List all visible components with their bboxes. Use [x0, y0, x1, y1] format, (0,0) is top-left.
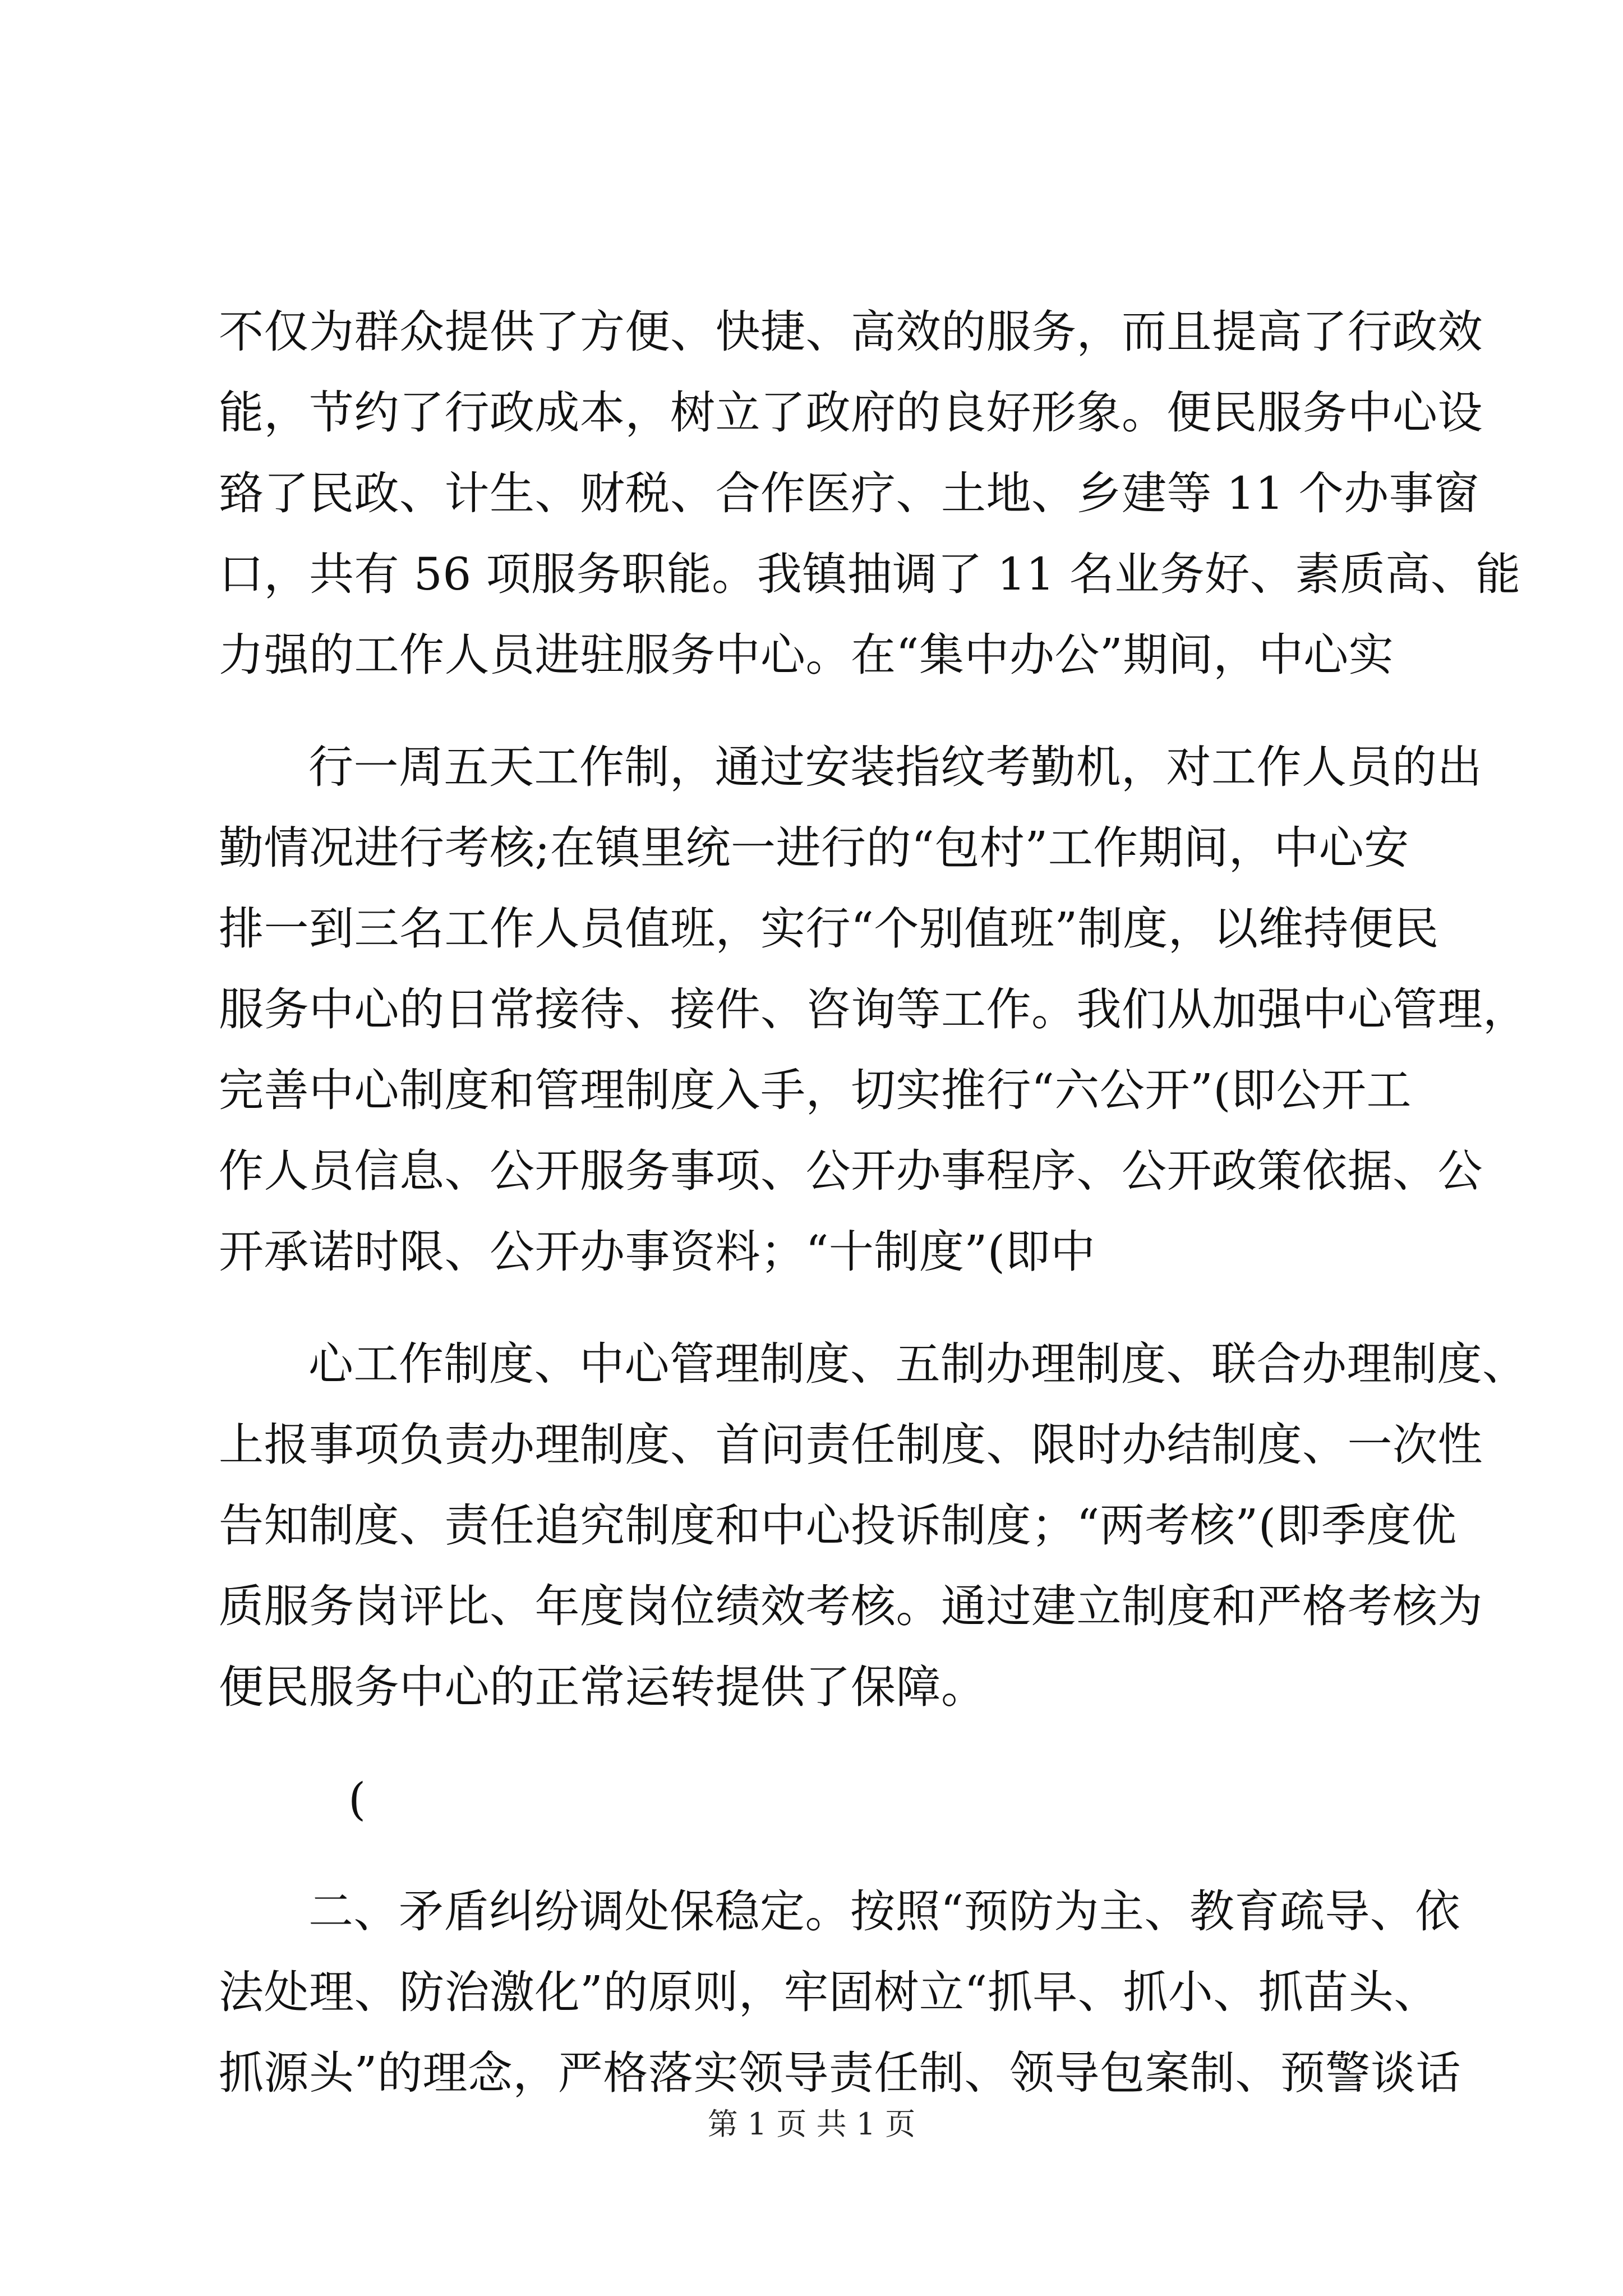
paragraph-spacing	[219, 696, 1441, 727]
paragraph-5	[219, 1871, 1460, 1952]
text-line: 作人员信息、公开服务事项、公开办事程序、公开政策依据、公	[219, 1145, 1483, 1197]
text-line: 质服务岗评比、年度岗位绩效考核。通过建立制度和严格考核为	[219, 1580, 1483, 1632]
text-line: 心工作制度、中心管理制度、五制办理制度、联合办理制度、	[308, 1338, 1528, 1390]
text-line: 上报事项负责办理制度、首问责任制度、限时办结制度、一次性	[219, 1419, 1483, 1471]
text-line: 不仅为群众提供了方便、快捷、高效的服务，而且提高了行政效	[219, 306, 1483, 358]
text-line: 臵了民政、计生、财税、合作医疗、土地、乡建等 11 个办事窗	[219, 467, 1479, 519]
text-line: 力强的工作人员进驻服务中心。在“集中办公”期间，中心实	[219, 629, 1394, 681]
text-line: 勤情况进行考核;在镇里统一进行的“包村”工作期间，中心安	[219, 822, 1409, 874]
paragraph-spacing	[219, 1840, 1441, 1871]
document-body	[219, 292, 1528, 2114]
page-footer	[0, 2105, 1623, 2144]
text-line: 二、矛盾纠纷调处保稳定。按照“预防为主、教育疏导、依	[308, 1885, 1460, 1938]
text-line: 法处理、防治激化”的原则，牢固树立“抓早、抓小、抓苗头、	[219, 1966, 1439, 2018]
paragraph-2	[219, 727, 1482, 808]
paragraph-spacing	[219, 1728, 1441, 1759]
text-line: 口，共有 56 项服务职能。我镇抽调了 11 名业务好、素质高、能	[219, 548, 1521, 600]
text-line: 服务中心的日常接待、接件、咨询等工作。我们从加强中心管理，	[219, 983, 1528, 1036]
text-line: 便民服务中心的正常运转提供了保障。	[219, 1661, 986, 1713]
text-line: 告知制度、责任追究制度和中心投诉制度；“两考核”(即季度优	[219, 1499, 1457, 1552]
paragraph-4	[219, 1759, 1441, 1840]
text-line: 完善中心制度和管理制度入手，切实推行“六公开”(即公开工	[219, 1064, 1412, 1116]
text-line: 抓源头”的理念，严格落实领导责任制、领导包案制、预警谈话	[219, 2047, 1461, 2099]
paragraph-3	[219, 1324, 1528, 1405]
paragraph-5-continued	[219, 1952, 1461, 2114]
paragraph-3-continued	[219, 1405, 1483, 1728]
page-number-label: 第 1 页 共 1 页	[707, 2106, 916, 2142]
paragraph-spacing	[219, 1292, 1441, 1324]
text-line: 开承诺时限、公开办事资料；“十制度”(即中	[219, 1226, 1096, 1278]
text-line: 排一到三名工作人员值班，实行“个别值班”制度，以维持便民	[219, 903, 1439, 955]
text-line: 行一周五天工作制，通过安装指纹考勤机，对工作人员的出	[308, 741, 1482, 793]
paragraph-1	[219, 292, 1521, 696]
text-line: (	[258, 1773, 366, 1825]
paragraph-2-continued	[219, 808, 1528, 1292]
text-line: 能，节约了行政成本，树立了政府的良好形象。便民服务中心设	[219, 386, 1483, 439]
